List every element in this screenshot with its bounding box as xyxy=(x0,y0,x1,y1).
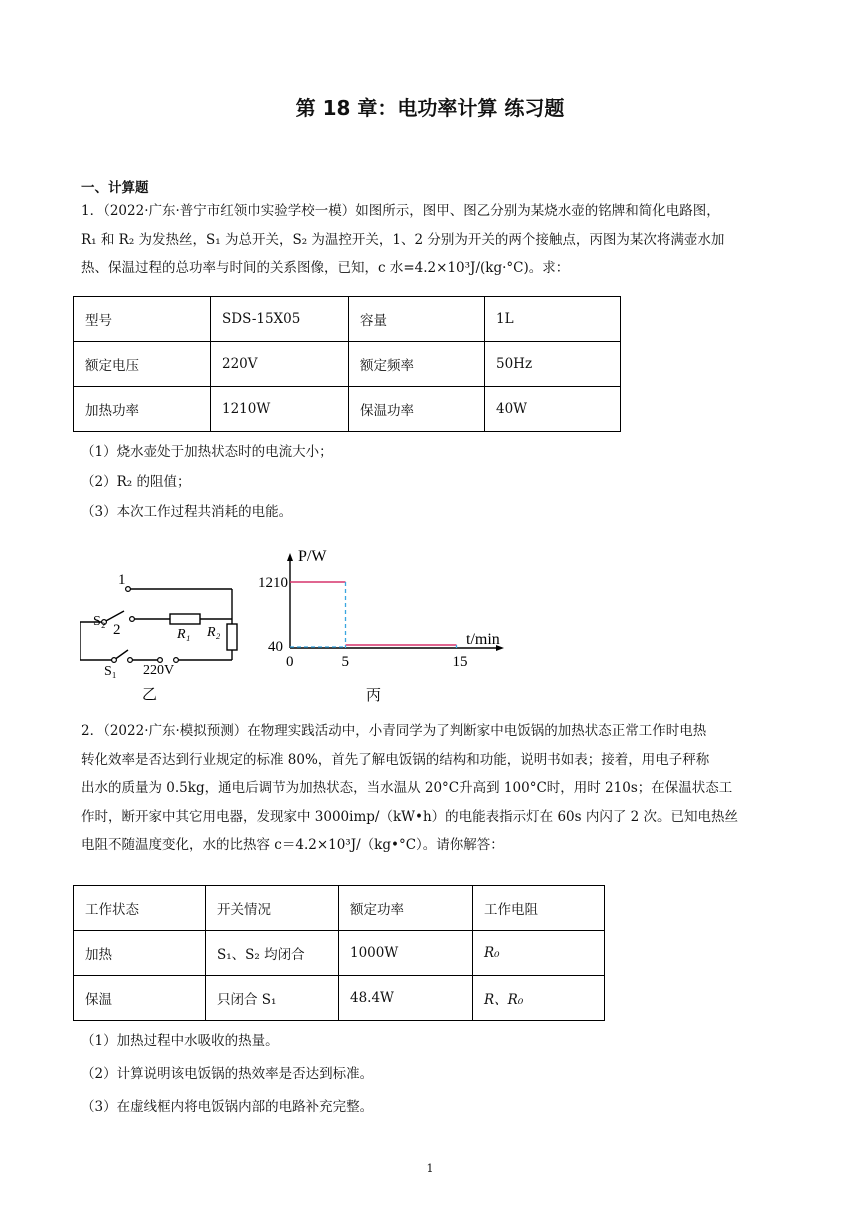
table-row xyxy=(74,297,621,342)
resistor-r2-label: R₂ xyxy=(207,625,221,640)
q1-sub-1: （1）烧水壶处于加热状态时的电流大小； xyxy=(81,444,333,460)
voltage-label: 220V xyxy=(143,663,175,678)
q1-sub-2: （2）R₂ 的阻值； xyxy=(81,474,191,490)
q2-spec-table xyxy=(73,885,605,1021)
switch-s2-label: S₂ xyxy=(93,614,106,629)
table-cell: 工作状态 xyxy=(74,886,206,931)
table-row xyxy=(74,387,621,432)
table-cell: 加热 xyxy=(74,931,206,976)
table-row xyxy=(74,886,605,931)
q2-sub-2: （2）计算说明该电饭锅的热效率是否达到标准。 xyxy=(81,1066,374,1082)
y-axis-label: P/W xyxy=(298,548,327,565)
y-tick-label: 1210 xyxy=(258,575,288,591)
q1-line-3: 热、保温过程的总功率与时间的关系图像，已知，c 水=4.2×10³J/(kg·°C)。求： xyxy=(81,260,570,276)
y-axis-arrow xyxy=(287,553,293,561)
table-cell: 额定功率 xyxy=(339,886,473,931)
chart-caption: 丙 xyxy=(366,688,382,704)
table-cell: 型号 xyxy=(74,297,211,342)
section-heading: 一、计算题 xyxy=(81,180,149,196)
table-cell: R、R₀ xyxy=(473,976,605,1021)
x-tick-label: 5 xyxy=(341,654,349,670)
table-cell: 48.4W xyxy=(339,976,473,1021)
q1-spec-table xyxy=(73,296,621,432)
page-title: 第 18 章：电功率计算 练习题 xyxy=(295,96,565,120)
table-cell: 1210W xyxy=(211,387,349,432)
table-cell: 1000W xyxy=(339,931,473,976)
table-cell: 容量 xyxy=(349,297,485,342)
table-cell: 保温 xyxy=(74,976,206,1021)
page-number: 1 xyxy=(426,1162,434,1175)
x-tick-label: 0 xyxy=(286,654,294,670)
table-cell: 50Hz xyxy=(485,342,621,387)
table-cell: 220V xyxy=(211,342,349,387)
table-cell: 开关情况 xyxy=(206,886,339,931)
switch-s1-label: S₁ xyxy=(104,664,117,679)
table-row xyxy=(74,976,605,1021)
table-cell: SDS-15X05 xyxy=(211,297,349,342)
table-cell: 1L xyxy=(485,297,621,342)
table-cell: 只闭合 S₁ xyxy=(206,976,339,1021)
q2-line-2: 转化效率是否达到行业规定的标准 80%，首先了解电饭锅的结构和功能，说明书如表；接着，用电子秤称 xyxy=(81,751,710,768)
q2-line-1: 2．（2022·广东·模拟预测）在物理实践活动中，小青同学为了判断家中电饭锅的加热状态正常工作时电热 xyxy=(81,723,707,739)
x-tick-label: 15 xyxy=(452,654,468,670)
table-cell: 工作电阻 xyxy=(473,886,605,931)
x-axis-label: t/min xyxy=(466,631,500,648)
circuit-diagram xyxy=(80,570,250,705)
q2-stem xyxy=(81,717,781,860)
table-row xyxy=(74,931,605,976)
table-cell: 额定频率 xyxy=(349,342,485,387)
table-cell: R₀ xyxy=(473,931,605,976)
table-cell: 保温功率 xyxy=(349,387,485,432)
q1-line-1: 1．（2022·广东·普宁市红领巾实验学校一模）如图所示，图甲、图乙分别为某烧水壶的铭牌和简化电路图， xyxy=(81,203,720,219)
y-tick-label: 40 xyxy=(268,639,283,655)
table-cell: 加热功率 xyxy=(74,387,211,432)
q2-line-3: 出水的质量为 0.5kg，通电后调节为加热状态，当水温从 20°C升高到 100°C时，用时 210s；在保温状态工 xyxy=(81,780,733,796)
resistor-r1-label: R₁ xyxy=(177,627,191,642)
contact-1-label: 1 xyxy=(118,572,126,588)
power-time-chart xyxy=(250,545,510,705)
q2-subquestions xyxy=(81,1026,373,1125)
circuit-caption: 乙 xyxy=(142,687,158,703)
q1-subquestions xyxy=(81,437,333,527)
table-cell: 40W xyxy=(485,387,621,432)
table-row xyxy=(74,342,621,387)
q1-sub-3: （3）本次工作过程共消耗的电能。 xyxy=(81,504,293,520)
q2-sub-3: （3）在虚线框内将电饭锅内部的电路补充完整。 xyxy=(81,1099,374,1115)
q2-line-4: 作时，断开家中其它用电器，发现家中 3000imp/（kW•h）的电能表指示灯在 60s 内闪了 2 次。已知电热丝 xyxy=(81,808,739,825)
q1-line-2: R₁ 和 R₂ 为发热丝，S₁ 为总开关，S₂ 为温控开关，1、2 分别为开关的两个接触点，丙图为某次将满壶水加 xyxy=(81,231,725,248)
q1-stem xyxy=(81,197,781,283)
q2-sub-1: （1）加热过程中水吸收的热量。 xyxy=(81,1033,279,1049)
table-cell: 额定电压 xyxy=(74,342,211,387)
q2-line-5: 电阻不随温度变化，水的比热容 c＝4.2×10³J/（kg•°C）。请你解答： xyxy=(81,837,504,853)
contact-2-label: 2 xyxy=(113,622,121,638)
table-cell: S₁、S₂ 均闭合 xyxy=(206,931,339,976)
